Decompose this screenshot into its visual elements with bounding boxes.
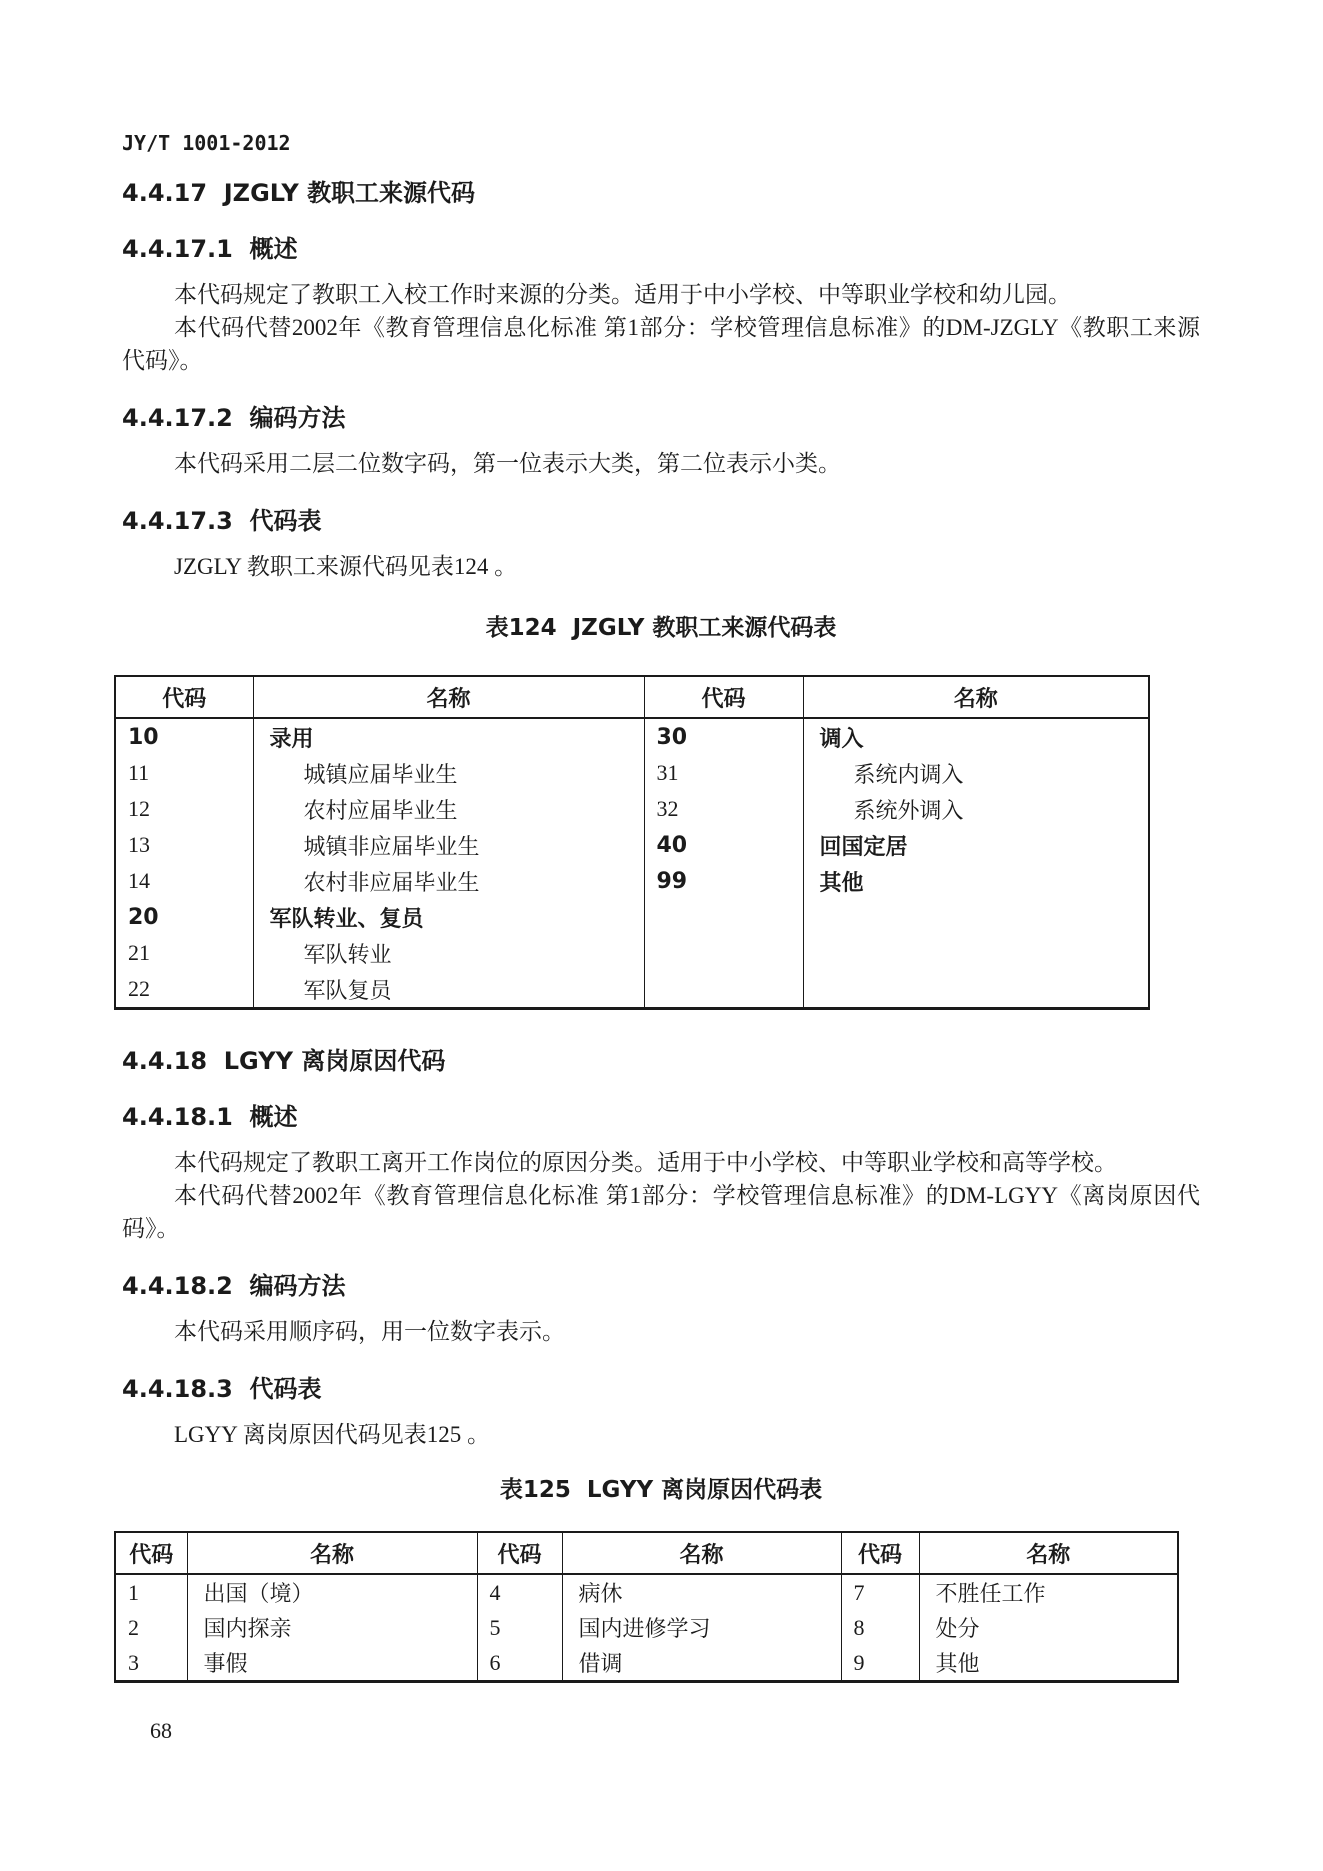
- column-header-name: 名称: [187, 1532, 477, 1574]
- table-header-row: [115, 676, 1149, 718]
- table-125: [114, 1531, 1179, 1683]
- name-cell: 军队复员: [253, 971, 644, 1009]
- table-124: [114, 675, 1150, 1010]
- name-cell: 处分: [919, 1610, 1178, 1645]
- subsection-heading-44182: 4.4.18.2 编码方法: [122, 1272, 346, 1300]
- column-header-name: 名称: [919, 1532, 1178, 1574]
- paragraph: 本代码规定了教职工入校工作时来源的分类。适用于中小学校、中等职业学校和幼儿园。: [174, 282, 1071, 307]
- column-header-code: 代码: [115, 1532, 187, 1574]
- code-cell: 8: [841, 1610, 919, 1645]
- page-number: 68: [150, 1718, 172, 1743]
- code-cell: 1: [128, 1579, 139, 1605]
- name-cell: 国内进修学习: [562, 1610, 841, 1645]
- paragraph: 本代码采用二层二位数字码，第一位表示大类，第二位表示小类。: [174, 451, 841, 476]
- name-cell: 出国（境）: [187, 1574, 477, 1610]
- code-cell: 11: [128, 760, 150, 785]
- name-cell: 农村应届毕业生: [253, 791, 644, 827]
- table-row: [115, 935, 1149, 971]
- code-cell: [644, 899, 803, 935]
- subsection-heading-44183: 4.4.18.3 代码表: [122, 1375, 322, 1403]
- paragraph: 本代码规定了教职工离开工作岗位的原因分类。适用于中小学校、中等职业学校和高等学校。: [174, 1150, 1117, 1175]
- code-cell: 9: [841, 1645, 919, 1682]
- column-header-name: 名称: [562, 1532, 841, 1574]
- paragraph: 本代码代替2002年《教育管理信息化标准 第1部分：学校管理信息标准》的DM-JZGLY《教职工来源代码》。: [122, 315, 1200, 373]
- paragraph: 本代码代替2002年《教育管理信息化标准 第1部分：学校管理信息标准》的DM-LGYY《离岗原因代码》。: [122, 1183, 1200, 1241]
- code-cell: [644, 935, 803, 971]
- section-heading-4417: 4.4.17 JZGLY 教职工来源代码: [122, 179, 476, 207]
- table-row: [115, 755, 1149, 791]
- name-cell: 其他: [803, 863, 1149, 899]
- name-cell: [803, 971, 1149, 1009]
- table-125-caption: 表125 LGYY 离岗原因代码表: [499, 1477, 823, 1503]
- name-cell: 军队转业、复员: [253, 899, 644, 935]
- paragraph: LGYY 离岗原因代码见表125 。: [174, 1422, 491, 1447]
- doc-number: JY/T 1001-2012: [122, 131, 291, 155]
- name-cell: 系统外调入: [803, 791, 1149, 827]
- subsection-heading-44181: 4.4.18.1 概述: [122, 1103, 298, 1131]
- name-cell: 回国定居: [803, 827, 1149, 863]
- table-header-row: [115, 1532, 1178, 1574]
- column-header-code: 代码: [477, 1532, 562, 1574]
- code-cell: 31: [644, 755, 803, 791]
- name-cell: 调入: [803, 718, 1149, 755]
- table-row: [115, 971, 1149, 1009]
- column-header-code: 代码: [115, 676, 253, 718]
- code-cell: 21: [128, 940, 150, 965]
- column-header-code: 代码: [644, 676, 803, 718]
- table-124-caption: 表124 JZGLY 教职工来源代码表: [485, 615, 837, 641]
- name-cell: 国内探亲: [187, 1610, 477, 1645]
- paragraph: JZGLY 教职工来源代码见表124 。: [174, 554, 518, 579]
- name-cell: 城镇非应届毕业生: [253, 827, 644, 863]
- name-cell: 不胜任工作: [919, 1574, 1178, 1610]
- code-cell: 13: [128, 832, 150, 857]
- subsection-heading-44171: 4.4.17.1 概述: [122, 235, 298, 263]
- table-row: [115, 718, 1149, 755]
- name-cell: 事假: [187, 1645, 477, 1682]
- subsection-heading-44172: 4.4.17.2 编码方法: [122, 404, 346, 432]
- table-row: [115, 863, 1149, 899]
- table-row: [115, 791, 1149, 827]
- table-row: [115, 1574, 1178, 1610]
- code-cell: 6: [477, 1645, 562, 1682]
- table-row: [115, 1645, 1178, 1682]
- code-cell: 5: [477, 1610, 562, 1645]
- code-cell: 40: [644, 827, 803, 863]
- name-cell: [803, 899, 1149, 935]
- code-cell: 22: [128, 976, 150, 1001]
- code-cell: 32: [644, 791, 803, 827]
- code-cell: 12: [128, 796, 150, 821]
- column-header-name: 名称: [253, 676, 644, 718]
- code-cell: 3: [128, 1649, 139, 1675]
- table-row: [115, 899, 1149, 935]
- name-cell: 其他: [919, 1645, 1178, 1682]
- name-cell: 城镇应届毕业生: [253, 755, 644, 791]
- code-cell: 7: [841, 1574, 919, 1610]
- code-cell: 14: [128, 868, 150, 893]
- name-cell: 农村非应届毕业生: [253, 863, 644, 899]
- paragraph: 本代码采用顺序码，用一位数字表示。: [174, 1319, 565, 1344]
- name-cell: 录用: [253, 718, 644, 755]
- column-header-name: 名称: [803, 676, 1149, 718]
- code-cell: 4: [477, 1574, 562, 1610]
- code-cell: 99: [644, 863, 803, 899]
- code-cell: 2: [128, 1614, 139, 1640]
- code-cell: 30: [644, 718, 803, 755]
- code-cell: [644, 971, 803, 1009]
- table-row: [115, 827, 1149, 863]
- code-cell: 10: [128, 724, 159, 750]
- name-cell: 军队转业: [253, 935, 644, 971]
- subsection-heading-44173: 4.4.17.3 代码表: [122, 507, 322, 535]
- name-cell: 系统内调入: [803, 755, 1149, 791]
- name-cell: [803, 935, 1149, 971]
- code-cell: 20: [128, 904, 159, 930]
- name-cell: 病休: [562, 1574, 841, 1610]
- name-cell: 借调: [562, 1645, 841, 1682]
- table-row: [115, 1610, 1178, 1645]
- column-header-code: 代码: [841, 1532, 919, 1574]
- section-heading-4418: 4.4.18 LGYY 离岗原因代码: [122, 1047, 446, 1075]
